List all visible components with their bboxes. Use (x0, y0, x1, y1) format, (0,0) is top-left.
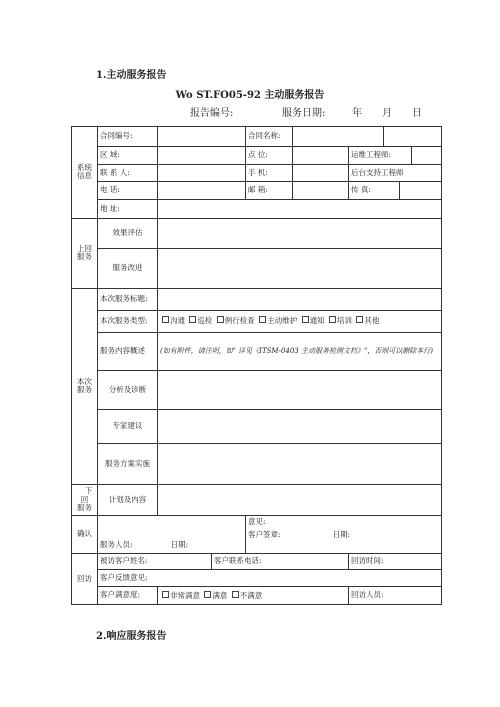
satisfaction-options (158, 587, 349, 605)
site-value[interactable] (293, 146, 349, 164)
visit-time-label: 回访时间: (349, 553, 442, 570)
contract-name-label: 合同名称: (246, 127, 293, 147)
month-label: 月 (382, 108, 392, 119)
service-improvement-value[interactable] (158, 249, 442, 289)
service-content-label: 服务内容概述 (98, 332, 158, 371)
service-staff-sign[interactable]: 服务人员: 日期: (98, 516, 246, 554)
type-checkbox-training[interactable]: 培训 (327, 316, 352, 325)
address-label: 地 址: (98, 200, 158, 219)
phone-value[interactable] (158, 182, 246, 200)
service-title-value[interactable] (158, 288, 442, 310)
day-label: 日 (412, 108, 422, 119)
service-date-label: 服务日期: (282, 108, 326, 119)
service-type-label: 本次服务类型: (98, 310, 158, 332)
next-service-side-label: 下回 服务 (72, 484, 98, 515)
type-checkbox-other[interactable]: 其他 (354, 316, 379, 325)
service-plan-label: 服务方案实施 (98, 444, 158, 485)
analysis-diagnosis-label: 分析及诊断 (98, 371, 158, 410)
type-checkbox-inspection[interactable]: 巡检 (187, 316, 212, 325)
this-service-side-label: 本次服务 (72, 288, 98, 484)
email-label: 邮 箱: (246, 182, 293, 200)
satisfaction-very-satisfied[interactable]: 非常满意 (160, 591, 200, 600)
region-value[interactable] (158, 146, 246, 164)
customer-confirmation[interactable]: 意见: 客户签章: 日期: (246, 516, 442, 554)
type-checkbox-notice[interactable]: 通知 (300, 316, 325, 325)
ops-engineer-value[interactable] (412, 146, 442, 164)
last-service-side-label: 上回服务 (72, 218, 98, 288)
service-title-label: 本次服务标题: (98, 288, 158, 310)
next-plan-label: 计划及内容 (98, 484, 158, 515)
contract-number-value[interactable] (158, 127, 246, 147)
satisfaction-label: 客户满意度: (98, 587, 158, 605)
system-info-side-label: 系统信息 (72, 127, 98, 219)
address-value[interactable] (158, 200, 442, 219)
phone-label: 电 话: (98, 182, 158, 200)
site-label: 点 位: (246, 146, 293, 164)
expert-advice-value[interactable] (158, 409, 442, 443)
fax-value[interactable] (400, 182, 442, 200)
service-type-options (158, 310, 442, 332)
ops-engineer-label: 运维工程师: (349, 146, 412, 164)
contract-number-label: 合同编号: (98, 127, 158, 147)
region-label: 区 域: (98, 146, 158, 164)
contract-name-value[interactable] (293, 127, 384, 147)
service-report-form (71, 126, 442, 605)
service-plan-value[interactable] (158, 444, 442, 485)
year-label: 年 (352, 108, 362, 119)
satisfaction-unsatisfied[interactable]: 不满意 (230, 591, 263, 600)
email-value[interactable] (293, 182, 349, 200)
effect-evaluation-label: 效果评估 (98, 218, 158, 248)
visited-customer-label: 被访客户姓名: (98, 553, 212, 570)
type-checkbox-communication[interactable]: 沟通 (160, 316, 185, 325)
analysis-diagnosis-value[interactable] (158, 371, 442, 410)
report-number-label: 报告编号: (190, 108, 234, 119)
effect-evaluation-value[interactable] (158, 218, 442, 248)
form-title: Wo ST.FO05-92 主动服务报告 (175, 90, 325, 101)
contact-value[interactable] (158, 164, 246, 182)
mobile-label: 手 机: (246, 164, 293, 182)
type-checkbox-proactive-maintenance[interactable]: 主动维护 (257, 316, 297, 325)
backend-engineer-label: 后台支持工程师 (349, 164, 442, 182)
service-improvement-label: 服务改进 (98, 249, 158, 289)
confirm-side-label: 确认 (72, 516, 98, 554)
section-1-heading: 1.主动服务报告 (96, 70, 167, 81)
revisit-side-label: 回访 (72, 553, 98, 604)
section-2-heading: 2.响应服务报告 (96, 631, 167, 642)
customer-phone-label: 客户联系电话: (212, 553, 349, 570)
type-checkbox-routine-check[interactable]: 例行检查 (215, 316, 255, 325)
next-plan-value[interactable] (158, 484, 442, 515)
contract-name-value-extra[interactable] (384, 127, 442, 147)
contact-label: 联 系 人: (98, 164, 158, 182)
visitor-staff-label: 回访人员: (349, 587, 442, 605)
service-content-note[interactable]: (如有附件，请注明，如" 详见《ITSM-0403 主动服务检测文档》"，否则可以删除本行) (158, 332, 442, 371)
fax-label: 传 真: (349, 182, 400, 200)
customer-feedback-label: 客户反馈意见: (98, 570, 442, 587)
report-meta-line (190, 104, 422, 119)
mobile-value[interactable] (293, 164, 349, 182)
satisfaction-satisfied[interactable]: 满意 (202, 591, 227, 600)
expert-advice-label: 专家建议 (98, 409, 158, 443)
